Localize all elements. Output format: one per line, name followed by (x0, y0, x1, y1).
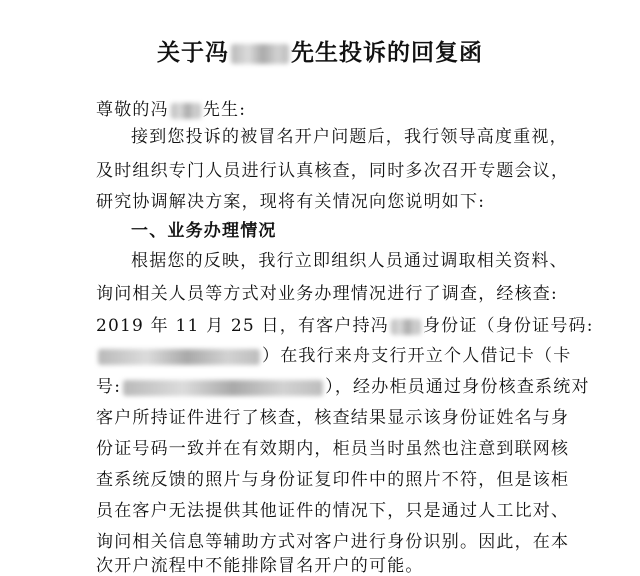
body-line: 研究协调解决方案，现将有关情况向您说明如下: (96, 192, 486, 212)
page-title (0, 38, 640, 68)
salutation-suffix: 先生: (202, 100, 247, 120)
body-line: 员在客户无法提供其他证件的情况下，只是通过人工比对、 (96, 501, 570, 521)
section-heading: 一、业务办理情况 (131, 221, 277, 241)
body-line (96, 346, 571, 366)
line-text: ）在我行来舟支行开立个人借记卡（卡 (262, 346, 572, 366)
line-text: ），经办柜员通过身份核查系统对 (325, 377, 590, 397)
body-line: 询问相关信息等辅助方式对客户进行身份识别。因此，在本 (96, 532, 570, 552)
redacted-id-number (98, 349, 260, 365)
redacted-name (231, 44, 289, 64)
body-line: 查系统反馈的照片与身份证复印件中的照片不符，但是该柜 (96, 470, 570, 490)
body-line (96, 316, 594, 336)
body-line: 根据您的反映，我行立即组织人员通过调取相关资料、 (131, 251, 568, 271)
title-prefix: 关于冯 (157, 40, 229, 66)
salutation (96, 100, 246, 120)
salutation-prefix: 尊敬的冯 (96, 100, 169, 120)
redacted-name (171, 103, 201, 119)
body-line: 及时组织专门人员进行认真核查，同时多次召开专题会议， (96, 161, 570, 181)
line-text: 身份证（身份证号码: (422, 316, 594, 336)
body-line: 接到您投诉的被冒名开户问题后，我行领导高度重视， (131, 127, 568, 147)
line-text: 2019 年 11 月 25 日，有客户持冯 (96, 316, 389, 336)
redacted-name (391, 319, 421, 335)
line-text: 号: (96, 377, 122, 397)
body-line: 客户所持证件进行了核查，核查结果显示该身份证姓名与身 (96, 408, 570, 428)
body-line: 次开户流程中不能排除冒名开户的可能。 (96, 556, 424, 576)
title-suffix: 先生投诉的回复函 (291, 40, 483, 66)
body-line: 份证号码一致并在有效期内，柜员当时虽然也注意到联网核 (96, 439, 570, 459)
redacted-card-number (123, 380, 323, 396)
body-line: 询问相关人员等方式对业务办理情况进行了调查，经核查: (96, 284, 558, 304)
body-line (96, 377, 590, 397)
